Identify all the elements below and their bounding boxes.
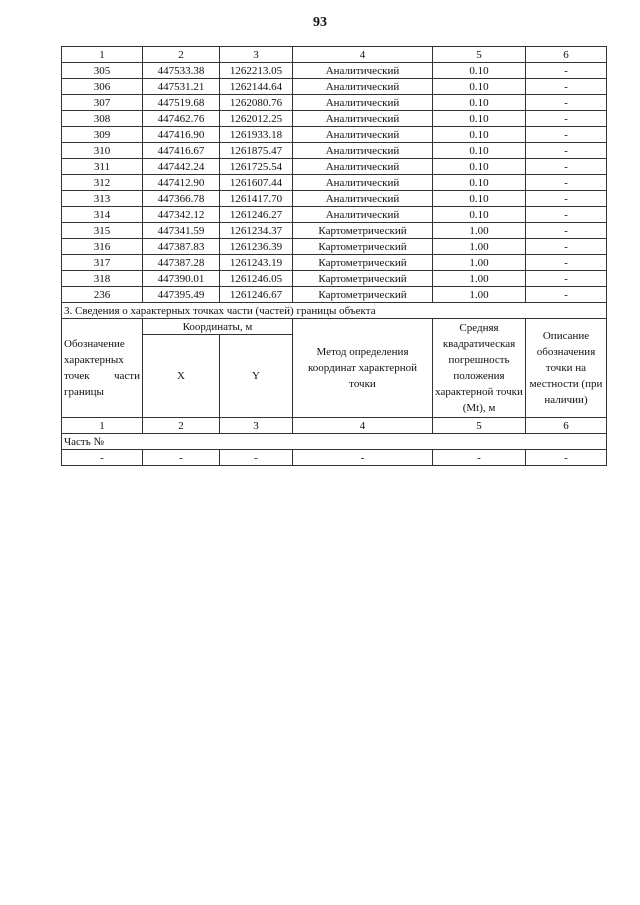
- x-coordinate-cell: 447533.38: [143, 63, 220, 79]
- section3-body: [62, 303, 607, 466]
- description-cell: -: [526, 223, 607, 239]
- column-number-cell: 2: [143, 47, 220, 63]
- y-coordinate-cell: 1261243.19: [220, 255, 293, 271]
- section3-column-number-row: [62, 418, 607, 434]
- error-cell: 1.00: [433, 255, 526, 271]
- table-row: [62, 223, 607, 239]
- error-cell: 0.10: [433, 159, 526, 175]
- x-coordinate-cell: 447462.76: [143, 111, 220, 127]
- error-cell: 1.00: [433, 271, 526, 287]
- point-designation-header: [62, 319, 143, 418]
- error-cell: 0.10: [433, 79, 526, 95]
- y-coordinate-cell: 1261875.47: [220, 143, 293, 159]
- point-number-cell: 315: [62, 223, 143, 239]
- x-coordinate-cell: 447416.67: [143, 143, 220, 159]
- y-coordinate-cell: 1261236.39: [220, 239, 293, 255]
- point-number-cell: 311: [62, 159, 143, 175]
- description-cell: -: [526, 79, 607, 95]
- point-number-cell: 314: [62, 207, 143, 223]
- y-coordinate-cell: 1261234.37: [220, 223, 293, 239]
- error-cell: 1.00: [433, 287, 526, 303]
- point-number-cell: 317: [62, 255, 143, 271]
- column-number-cell: 2: [143, 418, 220, 434]
- point-number-cell: 313: [62, 191, 143, 207]
- x-coordinate-cell: 447412.90: [143, 175, 220, 191]
- description-cell: -: [526, 287, 607, 303]
- x-coordinate-cell: 447416.90: [143, 127, 220, 143]
- error-cell: 0.10: [433, 95, 526, 111]
- point-number-cell: 305: [62, 63, 143, 79]
- table-row: [62, 271, 607, 287]
- method-cell: Аналитический: [293, 175, 433, 191]
- coordinates-header: Координаты, м: [143, 319, 293, 335]
- error-cell: 0.10: [433, 175, 526, 191]
- x-coordinate-cell: 447531.21: [143, 79, 220, 95]
- column-number-cell: 5: [433, 418, 526, 434]
- error-cell: 0.10: [433, 143, 526, 159]
- page-number: 93: [313, 15, 327, 30]
- table-row: [62, 159, 607, 175]
- point-number-cell: 308: [62, 111, 143, 127]
- method-cell: Аналитический: [293, 191, 433, 207]
- empty-part-row: [62, 450, 607, 466]
- table-row: [62, 79, 607, 95]
- x-coordinate-cell: 447387.83: [143, 239, 220, 255]
- x-coordinate-cell: 447442.24: [143, 159, 220, 175]
- error-cell: 0.10: [433, 191, 526, 207]
- y-coordinate-cell: 1261725.54: [220, 159, 293, 175]
- column-number-cell: 3: [220, 418, 293, 434]
- point-number-cell: 316: [62, 239, 143, 255]
- section3-title-row: [62, 303, 607, 319]
- x-header: X: [143, 335, 220, 418]
- table-row: [62, 207, 607, 223]
- x-coordinate-cell: 447342.12: [143, 207, 220, 223]
- point-number-cell: 310: [62, 143, 143, 159]
- description-cell: -: [526, 159, 607, 175]
- y-header: Y: [220, 335, 293, 418]
- column-number-cell: 6: [526, 47, 607, 63]
- x-coordinate-cell: 447519.68: [143, 95, 220, 111]
- description-cell: -: [526, 63, 607, 79]
- method-cell: Картометрический: [293, 239, 433, 255]
- method-cell: Картометрический: [293, 255, 433, 271]
- column-number-cell: 4: [293, 47, 433, 63]
- table-row: [62, 143, 607, 159]
- error-cell: 0.10: [433, 127, 526, 143]
- method-cell: Картометрический: [293, 271, 433, 287]
- point-designation-header-text: Обозначение характерных точек части границы: [64, 338, 140, 398]
- empty-cell: -: [433, 450, 526, 466]
- table-row: [62, 111, 607, 127]
- table-row: [62, 127, 607, 143]
- table-row: [62, 239, 607, 255]
- empty-cell: -: [293, 450, 433, 466]
- description-header: Описание обозначения точки на местности (при наличии): [526, 319, 607, 418]
- description-cell: -: [526, 255, 607, 271]
- point-number-cell: 318: [62, 271, 143, 287]
- description-cell: -: [526, 175, 607, 191]
- column-number-cell: 6: [526, 418, 607, 434]
- method-cell: Аналитический: [293, 159, 433, 175]
- empty-cell: -: [526, 450, 607, 466]
- method-cell: Аналитический: [293, 127, 433, 143]
- x-coordinate-cell: 447366.78: [143, 191, 220, 207]
- description-cell: -: [526, 191, 607, 207]
- point-number-cell: 306: [62, 79, 143, 95]
- y-coordinate-cell: 1261417.70: [220, 191, 293, 207]
- description-cell: -: [526, 95, 607, 111]
- method-cell: Аналитический: [293, 63, 433, 79]
- empty-cell: -: [220, 450, 293, 466]
- description-cell: -: [526, 239, 607, 255]
- error-cell: 0.10: [433, 63, 526, 79]
- method-cell: Аналитический: [293, 143, 433, 159]
- x-coordinate-cell: 447390.01: [143, 271, 220, 287]
- column-number-cell: 1: [62, 47, 143, 63]
- section3-header-row: [62, 319, 607, 335]
- table-row: [62, 63, 607, 79]
- section3-title: 3. Сведения о характерных точках части (частей) границы объекта: [62, 303, 607, 319]
- table-row: [62, 191, 607, 207]
- table-row: [62, 287, 607, 303]
- column-number-cell: 5: [433, 47, 526, 63]
- y-coordinate-cell: 1262144.64: [220, 79, 293, 95]
- y-coordinate-cell: 1262080.76: [220, 95, 293, 111]
- y-coordinate-cell: 1261246.27: [220, 207, 293, 223]
- column-number-row: [62, 47, 607, 63]
- method-cell: Аналитический: [293, 95, 433, 111]
- method-header: Метод определения координат характерной точки: [293, 319, 433, 418]
- x-coordinate-cell: 447387.28: [143, 255, 220, 271]
- table-row: [62, 255, 607, 271]
- y-coordinate-cell: 1262012.25: [220, 111, 293, 127]
- point-number-cell: 307: [62, 95, 143, 111]
- column-number-cell: 4: [293, 418, 433, 434]
- empty-cell: -: [62, 450, 143, 466]
- y-coordinate-cell: 1261246.05: [220, 271, 293, 287]
- error-cell: 1.00: [433, 239, 526, 255]
- y-coordinate-cell: 1261246.67: [220, 287, 293, 303]
- column-number-cell: 1: [62, 418, 143, 434]
- description-cell: -: [526, 271, 607, 287]
- description-cell: -: [526, 143, 607, 159]
- coordinates-table-body: [62, 47, 607, 303]
- empty-cell: -: [143, 450, 220, 466]
- description-cell: -: [526, 207, 607, 223]
- table-row: [62, 95, 607, 111]
- method-cell: Картометрический: [293, 287, 433, 303]
- method-cell: Картометрический: [293, 223, 433, 239]
- y-coordinate-cell: 1262213.05: [220, 63, 293, 79]
- part-number-label: Часть №: [62, 434, 607, 450]
- method-cell: Аналитический: [293, 207, 433, 223]
- coordinates-table: [61, 46, 607, 466]
- error-cell: 0.10: [433, 207, 526, 223]
- error-cell: 0.10: [433, 111, 526, 127]
- x-coordinate-cell: 447341.59: [143, 223, 220, 239]
- y-coordinate-cell: 1261933.18: [220, 127, 293, 143]
- point-number-cell: 312: [62, 175, 143, 191]
- point-number-cell: 236: [62, 287, 143, 303]
- method-cell: Аналитический: [293, 79, 433, 95]
- description-cell: -: [526, 111, 607, 127]
- description-cell: -: [526, 127, 607, 143]
- method-cell: Аналитический: [293, 111, 433, 127]
- error-header: Средняя квадратическая погрешность положения характерной точки (Mt), м: [433, 319, 526, 418]
- point-number-cell: 309: [62, 127, 143, 143]
- part-number-row: [62, 434, 607, 450]
- x-coordinate-cell: 447395.49: [143, 287, 220, 303]
- error-cell: 1.00: [433, 223, 526, 239]
- table-row: [62, 175, 607, 191]
- y-coordinate-cell: 1261607.44: [220, 175, 293, 191]
- column-number-cell: 3: [220, 47, 293, 63]
